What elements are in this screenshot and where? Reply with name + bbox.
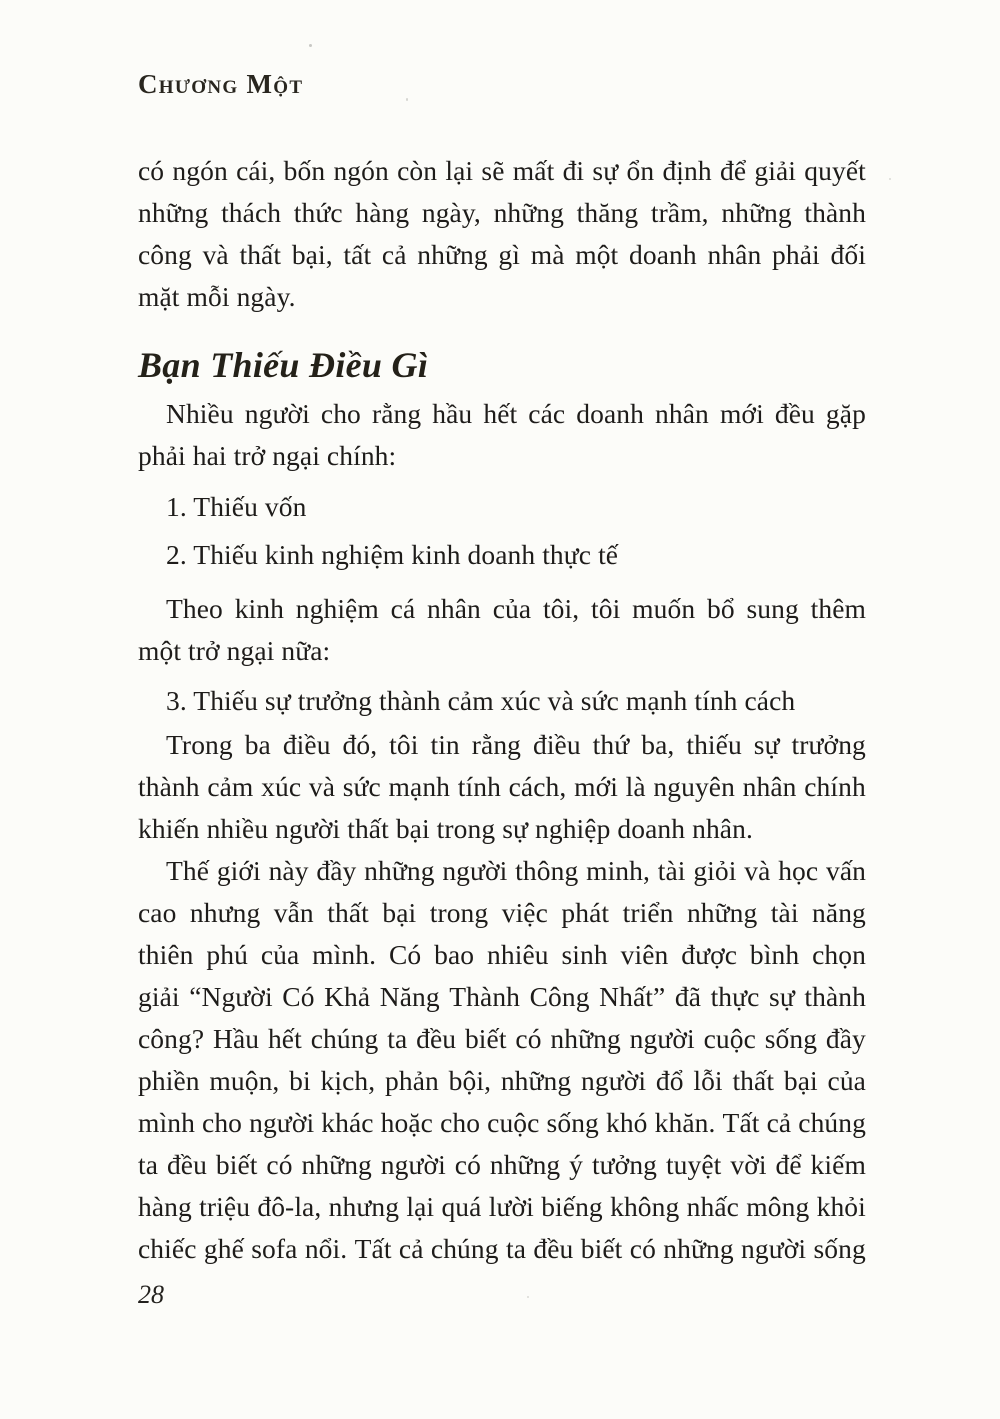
- list-item-2: 2. Thiếu kinh nghiệm kinh doanh thực tế: [166, 539, 619, 570]
- text-line: Trong ba điều đó, tôi tin rằng điều thứ ba, thiếu sự trưởng: [166, 729, 866, 760]
- text-line: phải hai trở ngại chính:: [138, 440, 397, 471]
- paragraph-continuation: [138, 150, 866, 318]
- text-line: chiếc ghế sofa nổi. Tất cả chúng ta đều biết có những người sống: [138, 1233, 866, 1264]
- section-heading: Bạn Thiếu Điều Gì: [138, 345, 429, 385]
- text-line: những thách thức hàng ngày, những thăng trầm, những thành: [138, 197, 866, 228]
- text-line: ta đều biết có những người có những ý tưởng tuyệt vời để kiếm: [138, 1149, 866, 1180]
- paragraph: [138, 850, 866, 1270]
- text-line: khiến nhiều người thất bại trong sự nghiệp doanh nhân.: [138, 813, 753, 844]
- chapter-header: Chương Một: [138, 69, 304, 99]
- text-line: Thế giới này đầy những người thông minh, tài giỏi và học vấn: [166, 855, 866, 886]
- text-line: mặt mỗi ngày.: [138, 281, 296, 312]
- page-content: [138, 69, 866, 1312]
- text-line: giải “Người Có Khả Năng Thành Công Nhất” đã thực sự thành: [138, 981, 866, 1012]
- text-line: công? Hầu hết chúng ta đều biết có những người cuộc sống đầy: [138, 1023, 866, 1054]
- paragraph: [138, 588, 866, 672]
- paragraph: [138, 393, 866, 477]
- scan-speck: [889, 178, 891, 180]
- page-number: 28: [138, 1280, 164, 1309]
- text-line: phiền muộn, bi kịch, phản bội, những người đổ lỗi thất bại của: [138, 1065, 866, 1096]
- list-item-1: 1. Thiếu vốn: [166, 491, 307, 522]
- paragraph: [138, 724, 866, 850]
- text-line: thiên phú của mình. Có bao nhiêu sinh viên được bình chọn: [138, 939, 866, 970]
- text-line: có ngón cái, bốn ngón còn lại sẽ mất đi sự ổn định để giải quyết: [138, 155, 866, 186]
- text-line: thành cảm xúc và sức mạnh tính cách, mới là nguyên nhân chính: [138, 771, 866, 802]
- text-line: Theo kinh nghiệm cá nhân của tôi, tôi muốn bổ sung thêm: [166, 593, 866, 624]
- text-line: một trở ngại nữa:: [138, 635, 331, 666]
- text-line: mình cho người khác hoặc cho cuộc sống khó khăn. Tất cả chúng: [138, 1107, 866, 1138]
- scan-speck: [309, 44, 312, 47]
- text-line: hàng triệu đô-la, nhưng lại quá lười biếng không nhấc mông khỏi: [138, 1191, 866, 1222]
- list-item-3: 3. Thiếu sự trưởng thành cảm xúc và sức mạnh tính cách: [166, 685, 796, 716]
- text-line: công và thất bại, tất cả những gì mà một doanh nhân phải đối: [138, 239, 866, 270]
- text-line: Nhiều người cho rằng hầu hết các doanh nhân mới đều gặp: [166, 398, 866, 429]
- text-line: cao nhưng vẫn thất bại trong việc phát triển những tài năng: [138, 897, 866, 928]
